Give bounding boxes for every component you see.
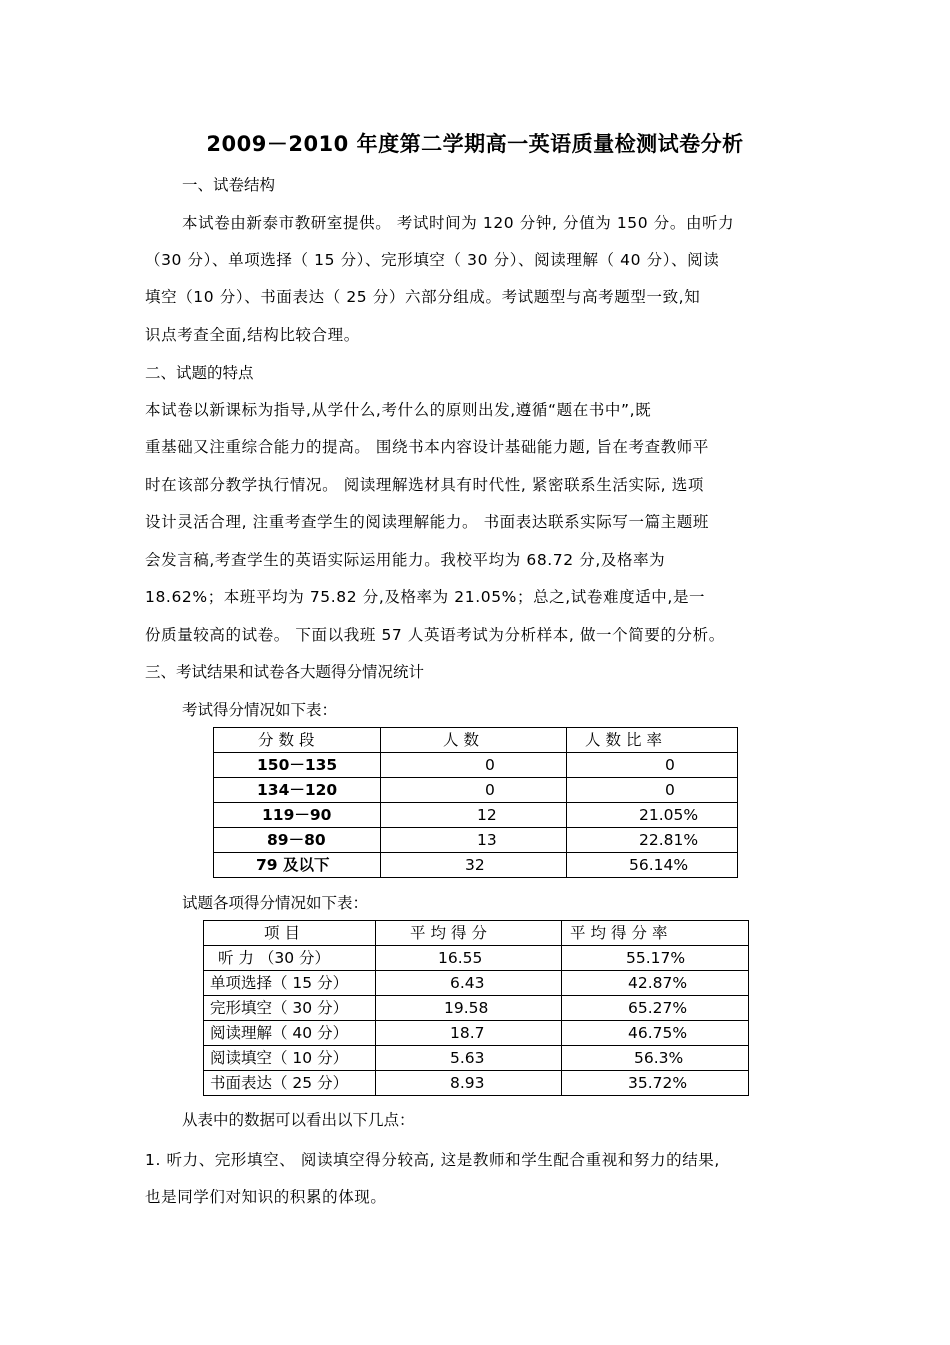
- table-cell: 134－120: [214, 778, 381, 803]
- table-header-row: [204, 921, 749, 946]
- table-cell: 19.58: [376, 996, 562, 1021]
- paragraph-line: 填空（10 分）、书面表达（ 25 分）六部分组成。考试题型与高考题型一致,知: [145, 288, 701, 306]
- table-header-cell: 人数比率: [567, 728, 738, 753]
- table-cell: 0: [567, 753, 738, 778]
- paragraph-line: 18.62%；本班平均为 75.82 分,及格率为 21.05%；总之,试卷难度适中,是一: [145, 588, 706, 606]
- table-cell: 完形填空（ 30 分）: [204, 996, 376, 1021]
- table-row: [214, 853, 738, 878]
- table2-intro: 试题各项得分情况如下表：: [182, 894, 369, 912]
- table-row: [214, 778, 738, 803]
- paragraph-line: 设计灵活合理, 注重考查学生的阅读理解能力。 书面表达联系实际写一篇主题班: [145, 513, 709, 531]
- table-cell: 12: [381, 803, 567, 828]
- table-cell: 89－80: [214, 828, 381, 853]
- table-cell: 8.93: [376, 1071, 562, 1096]
- table-row: [204, 971, 749, 996]
- table-cell: 阅读填空（ 10 分）: [204, 1046, 376, 1071]
- table-row: [204, 1021, 749, 1046]
- table-cell: 0: [567, 778, 738, 803]
- table-header-cell: 人数: [381, 728, 567, 753]
- table1-intro: 考试得分情况如下表：: [182, 701, 338, 719]
- table-cell: 18.7: [376, 1021, 562, 1046]
- table-cell: 56.3%: [562, 1046, 749, 1071]
- table-cell: 79 及以下: [214, 853, 381, 878]
- table-cell: 13: [381, 828, 567, 853]
- table-cell: 46.75%: [562, 1021, 749, 1046]
- table-row: [214, 753, 738, 778]
- table-row: [204, 996, 749, 1021]
- table-cell: 0: [381, 753, 567, 778]
- table-cell: 56.14%: [567, 853, 738, 878]
- score-distribution-table: [213, 727, 738, 878]
- table-header-cell: 平均得分率: [562, 921, 749, 946]
- table-cell: 阅读理解（ 40 分）: [204, 1021, 376, 1046]
- table-header-row: [214, 728, 738, 753]
- table-cell: 119－90: [214, 803, 381, 828]
- table-cell: 听 力 （30 分）: [204, 946, 376, 971]
- table-cell: 150－135: [214, 753, 381, 778]
- paragraph-line: 份质量较高的试卷。 下面以我班 57 人英语考试为分析样本, 做一个简要的分析。: [145, 626, 725, 644]
- table-header-cell: 项目: [204, 921, 376, 946]
- section1-heading: 一、试卷结构: [182, 176, 276, 194]
- paragraph-line: 本试卷以新课标为指导,从学什么,考什么的原则出发,遵循“题在书中”,既: [145, 401, 652, 419]
- table-cell: 32: [381, 853, 567, 878]
- table-row: [204, 1071, 749, 1096]
- table-cell: 55.17%: [562, 946, 749, 971]
- paragraph-line: 1. 听力、完形填空、 阅读填空得分较高, 这是教师和学生配合重视和努力的结果,: [145, 1151, 720, 1169]
- table-cell: 35.72%: [562, 1071, 749, 1096]
- paragraph-line: 会发言稿,考查学生的英语实际运用能力。我校平均为 68.72 分,及格率为: [145, 551, 666, 569]
- paragraph-line: 本试卷由新泰市教研室提供。 考试时间为 120 分钟, 分值为 150 分。由听力: [182, 214, 735, 232]
- paragraph-line: 重基础又注重综合能力的提高。 围绕书本内容设计基础能力题, 旨在考查教师平: [145, 438, 709, 456]
- table-row: [214, 828, 738, 853]
- table-cell: 书面表达（ 25 分）: [204, 1071, 376, 1096]
- section3-heading: 三、考试结果和试卷各大题得分情况统计: [145, 663, 425, 681]
- table-cell: 22.81%: [567, 828, 738, 853]
- table-row: [214, 803, 738, 828]
- conclusion-intro: 从表中的数据可以看出以下几点：: [182, 1111, 415, 1129]
- table-cell: 6.43: [376, 971, 562, 996]
- item-score-table: [203, 920, 749, 1096]
- table-cell: 42.87%: [562, 971, 749, 996]
- table-cell: 16.55: [376, 946, 562, 971]
- table-cell: 5.63: [376, 1046, 562, 1071]
- document-title: 2009－2010 年度第二学期高一英语质量检测试卷分析: [206, 132, 744, 156]
- paragraph-line: 时在该部分教学执行情况。 阅读理解选材具有时代性, 紧密联系生活实际, 选项: [145, 476, 704, 494]
- table-cell: 21.05%: [567, 803, 738, 828]
- table-row: [204, 1046, 749, 1071]
- table-row: [204, 946, 749, 971]
- table-header-cell: 平均得分: [376, 921, 562, 946]
- table-cell: 65.27%: [562, 996, 749, 1021]
- table-cell: 0: [381, 778, 567, 803]
- section2-heading: 二、试题的特点: [145, 364, 254, 382]
- table-cell: 单项选择（ 15 分）: [204, 971, 376, 996]
- paragraph-line: 识点考查全面,结构比较合理。: [145, 326, 360, 344]
- paragraph-line: 也是同学们对知识的积累的体现。: [145, 1188, 387, 1206]
- paragraph-line: （30 分）、单项选择（ 15 分）、完形填空（ 30 分）、阅读理解（ 40 分）、阅读: [145, 251, 720, 269]
- table-header-cell: 分数段: [214, 728, 381, 753]
